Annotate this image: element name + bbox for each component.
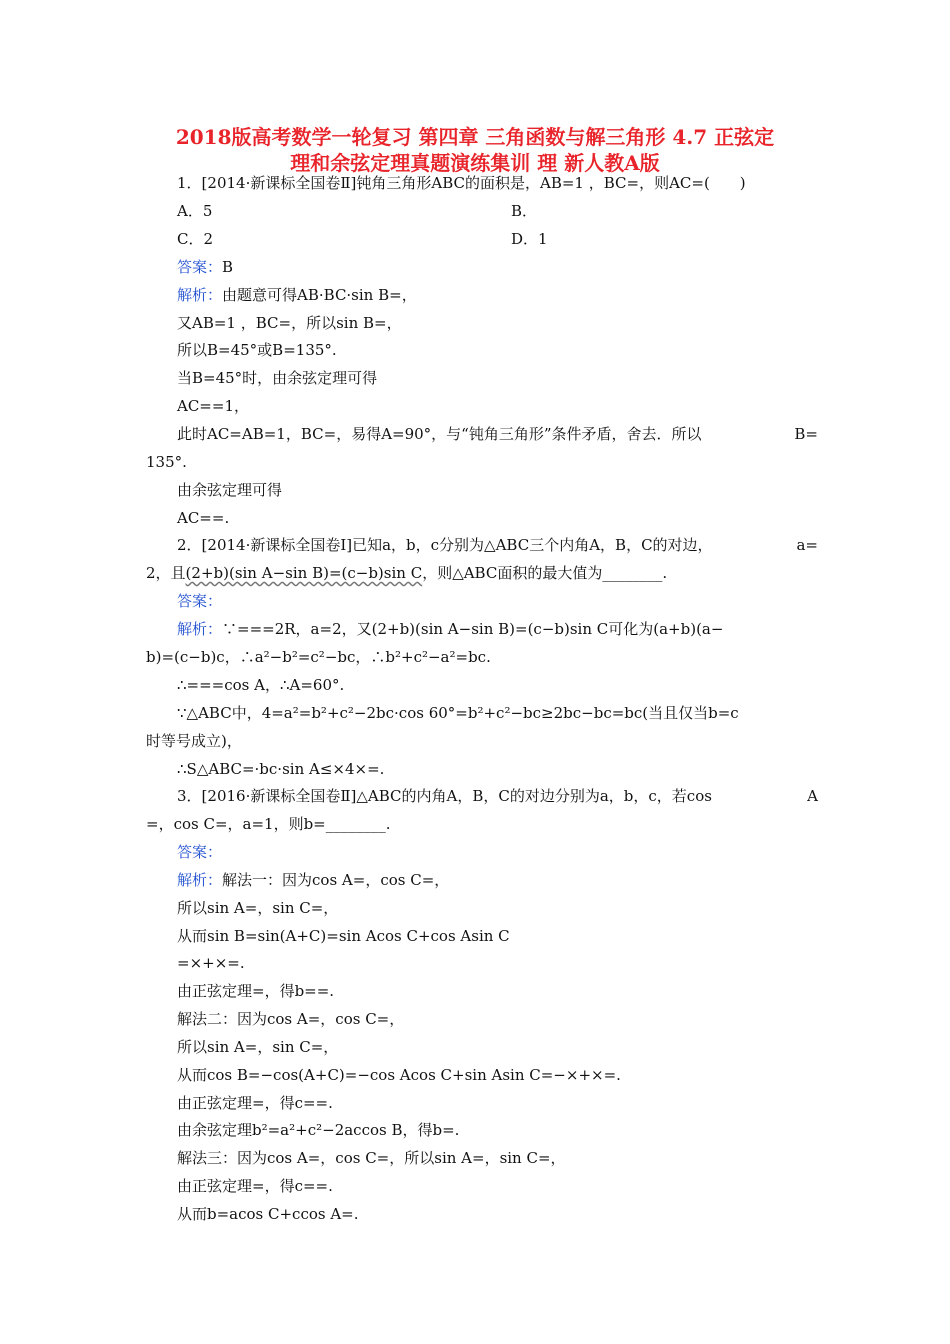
analysis-label: 解析：: [177, 620, 223, 638]
q3-method1-4: =×+×=.: [177, 954, 245, 972]
document-title: [120, 124, 830, 176]
q2-analysis-1: 解析：∵===2R，a=2，又(2+b)(sin A−sin B)=(c−b)sin C可化为(a+b)(a−: [177, 620, 724, 638]
q1-options-row-1: [0, 201, 950, 229]
q3-method3-2: 由正弦定理=，得c==.: [177, 1177, 333, 1195]
q1-answer: [0, 257, 950, 285]
q1-analysis-7: 由余弦定理可得: [177, 481, 283, 499]
q2-stem-1: 2．[2014·新课标全国卷Ⅰ]已知a，b，c分别为△ABC三个内角A，B，C的对边， a=: [177, 536, 818, 554]
q3-answer: [0, 842, 950, 870]
q2-emphasis-formula: (2+b)(sin A−sin B)=(c−b)sin C: [185, 564, 423, 582]
q3-stem-2: =，cos C=，a=1，则b=________.: [146, 815, 391, 833]
q2-analysis-4: ∴S△ABC=·bc·sin A≤×4×=.: [177, 760, 385, 778]
q1-option-d: D．1: [511, 230, 548, 248]
answer-label: 答案：: [177, 258, 223, 276]
q3-method2-1: 解法二：因为cos A=，cos C=，: [177, 1010, 405, 1028]
q1-analysis-1: 解析：由题意可得AB·BC·sin B=，: [177, 286, 417, 304]
q3-method3-1: 解法三：因为cos A=，cos C=，所以sin A=，sin C=，: [177, 1149, 566, 1167]
q1-analysis-6-cont: 135°.: [146, 453, 187, 471]
q3-method2-2: 所以sin A=，sin C=，: [177, 1038, 339, 1056]
q3-method1-1: 解析：解法一：因为cos A=，cos C=，: [177, 871, 450, 889]
answer-label: 答案：: [177, 843, 223, 861]
q2-analysis-2: ∴===cos A，∴A=60°.: [177, 676, 345, 694]
title-line-2: 理和余弦定理真题演练集训 理 新人教A版: [290, 151, 660, 175]
answer-label: 答案：: [177, 592, 223, 610]
q2-answer: [0, 591, 950, 619]
q3-method1-5: 由正弦定理=，得b==.: [177, 982, 335, 1000]
q3-method1-3: 从而sin B=sin(A+C)=sin Acos C+cos Asin C: [177, 927, 510, 945]
q1-stem: 1．[2014·新课标全国卷Ⅱ]钝角三角形ABC的面积是，AB=1 ，BC=，则AC=( ): [177, 174, 746, 192]
q3-method3-3: 从而b=acos C+ccos A=.: [177, 1205, 359, 1223]
analysis-label: 解析：: [177, 286, 223, 304]
q1-analysis-2: 又AB=1 ，BC=，所以sin B=，: [177, 314, 402, 332]
q3-method2-4: 由正弦定理=，得c==.: [177, 1094, 333, 1112]
q1-option-a: A．5: [177, 202, 213, 220]
q2-stem-2: 2，且(2+b)(sin A−sin B)=(c−b)sin C，则△ABC面积的最大值为________.: [146, 564, 668, 582]
q1-analysis-3: 所以B=45°或B=135°.: [177, 341, 337, 359]
q3-method2-3: 从而cos B=−cos(A+C)=−cos Acos C+sin Asin C=−×+×=.: [177, 1066, 621, 1084]
q2-analysis-3-cont: 时等号成立)，: [146, 732, 242, 750]
q2-analysis-1-cont: b)=(c−b)c，∴a²−b²=c²−bc，∴b²+c²−a²=bc.: [146, 648, 491, 666]
q2-analysis-3: ∵△ABC中，4=a²=b²+c²−2bc·cos 60°=b²+c²−bc≥2bc−bc=bc(当且仅当b=c: [177, 704, 739, 722]
q1-option-b: B．: [511, 202, 538, 220]
q1-analysis-4: 当B=45°时，由余弦定理可得: [177, 369, 378, 387]
q3-method1-2: 所以sin A=，sin C=，: [177, 899, 339, 917]
q1-analysis-8: AC==.: [177, 509, 230, 527]
q3-method2-5: 由余弦定理b²=a²+c²−2accos B，得b=.: [177, 1121, 460, 1139]
q1-option-c: C．2: [177, 230, 214, 248]
analysis-label: 解析：: [177, 871, 223, 889]
q1-options-row-2: [0, 229, 950, 257]
q1-answer-value: B: [222, 258, 234, 276]
q1-analysis-6: 此时AC=AB=1，BC=，易得A=90°，与“钝角三角形”条件矛盾，舍去．所以 B=: [177, 425, 818, 443]
q1-analysis-5: AC==1，: [177, 397, 249, 415]
q3-stem-1: 3．[2016·新课标全国卷Ⅱ]△ABC的内角A，B，C的对边分别为a，b，c，若cos A: [177, 787, 818, 805]
title-line-1: 2018版高考数学一轮复习 第四章 三角函数与解三角形 4.7 正弦定: [175, 125, 775, 149]
